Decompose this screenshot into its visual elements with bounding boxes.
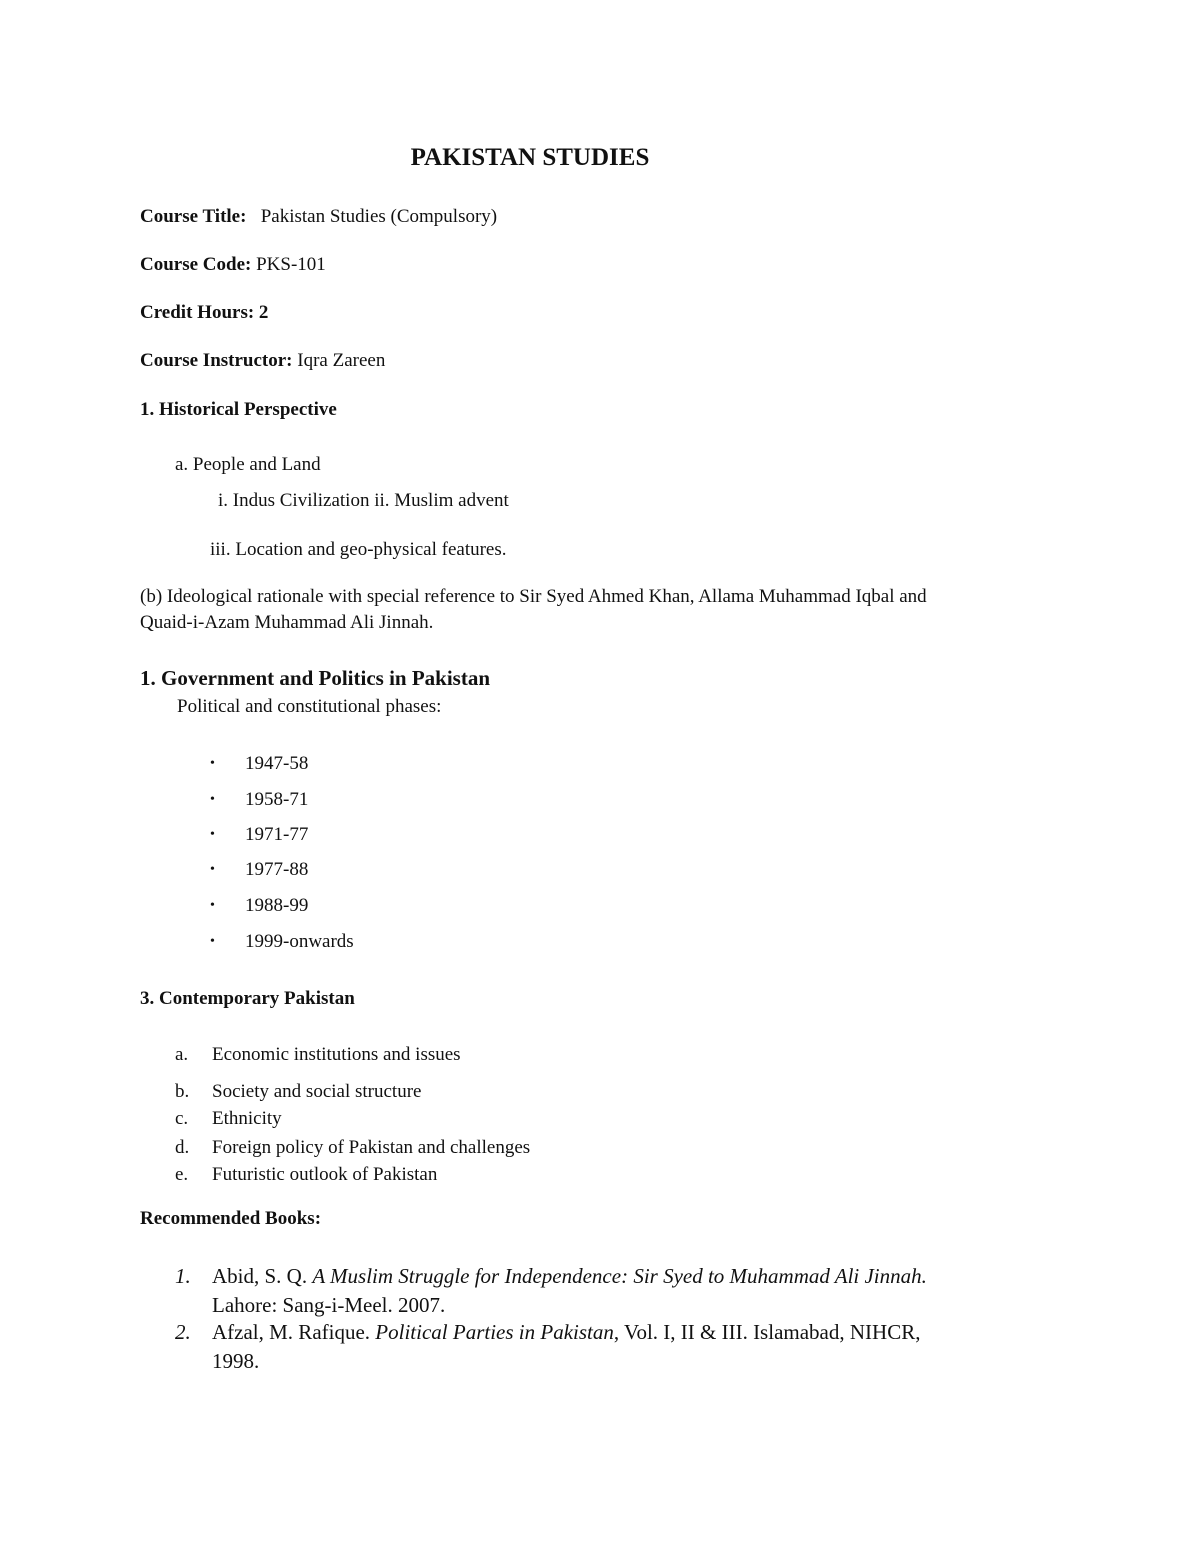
book-line-1 (212, 1320, 920, 1345)
book-number: 2. (175, 1320, 191, 1344)
phase-text: 1977-88 (245, 859, 309, 880)
course-title-line (140, 206, 497, 228)
book-title: A Muslim Struggle for Independence: Sir Syed to Muhammad Ali Jinnah. (312, 1264, 927, 1288)
bullet-icon: • (210, 862, 215, 877)
section2-heading: 1. Government and Politics in Pakistan (140, 666, 491, 690)
books-heading: Recommended Books: (140, 1208, 322, 1229)
section1-sub-i-ii: i. Indus Civilization ii. Muslim advent (218, 490, 509, 511)
instructor-label: Course Instructor: (140, 350, 293, 371)
item-text: Futuristic outlook of Pakistan (212, 1164, 438, 1185)
phase-text: 1971-77 (245, 824, 309, 845)
item-text: Foreign policy of Pakistan and challenges (212, 1137, 531, 1158)
section1-sub-iii: iii. Location and geo-physical features. (210, 539, 507, 560)
section1-heading: 1. Historical Perspective (140, 399, 337, 420)
credit-hours-label: Credit Hours: 2 (140, 302, 269, 323)
bullet-icon: • (210, 792, 215, 807)
book-line-2: 1998. (212, 1349, 260, 1373)
page-title: PAKISTAN STUDIES (410, 144, 650, 171)
section1-item-b-line2: Quaid-i-Azam Muhammad Ali Jinnah. (140, 612, 434, 633)
course-code-value: PKS-101 (256, 254, 326, 275)
section3-heading: 3. Contemporary Pakistan (140, 988, 355, 1009)
item-letter: b. (175, 1081, 190, 1102)
instructor-line (140, 350, 385, 372)
credit-hours-line (140, 302, 268, 324)
book-title: Political Parties in Pakistan (375, 1320, 614, 1344)
item-text: Society and social structure (212, 1081, 422, 1102)
instructor-value: Iqra Zareen (297, 350, 386, 371)
book-line-1 (212, 1264, 927, 1289)
book-number: 1. (175, 1264, 191, 1288)
book-details: , Vol. I, II & III. Islamabad, NIHCR, (613, 1320, 921, 1344)
section1-item-b-line1: (b) Ideological rationale with special reference to Sir Syed Ahmed Khan, Allama Muhammad Iqbal and (140, 586, 927, 607)
phase-text: 1958-71 (245, 789, 309, 810)
book-line-2: Lahore: Sang-i-Meel. 2007. (212, 1293, 446, 1317)
phase-text: 1999-onwards (245, 931, 354, 952)
item-text: Ethnicity (212, 1108, 282, 1129)
book-author: Afzal, M. Rafique. (212, 1320, 371, 1344)
item-text: Economic institutions and issues (212, 1044, 461, 1065)
book-author: Abid, S. Q. (212, 1264, 308, 1288)
section2-intro: Political and constitutional phases: (177, 696, 442, 717)
phase-text: 1947-58 (245, 753, 309, 774)
course-title-value: Pakistan Studies (Compulsory) (260, 206, 498, 227)
bullet-icon: • (210, 827, 215, 842)
bullet-icon: • (210, 898, 215, 913)
phase-text: 1988-99 (245, 895, 309, 916)
course-title-label: Course Title: (140, 206, 247, 227)
bullet-icon: • (210, 756, 215, 771)
bullet-icon: • (210, 934, 215, 949)
item-letter: e. (175, 1164, 189, 1185)
item-letter: c. (175, 1108, 189, 1129)
item-letter: d. (175, 1137, 190, 1158)
course-code-label: Course Code: (140, 254, 252, 275)
section1-item-a: a. People and Land (175, 454, 321, 475)
course-code-line (140, 254, 326, 276)
item-letter: a. (175, 1044, 189, 1065)
